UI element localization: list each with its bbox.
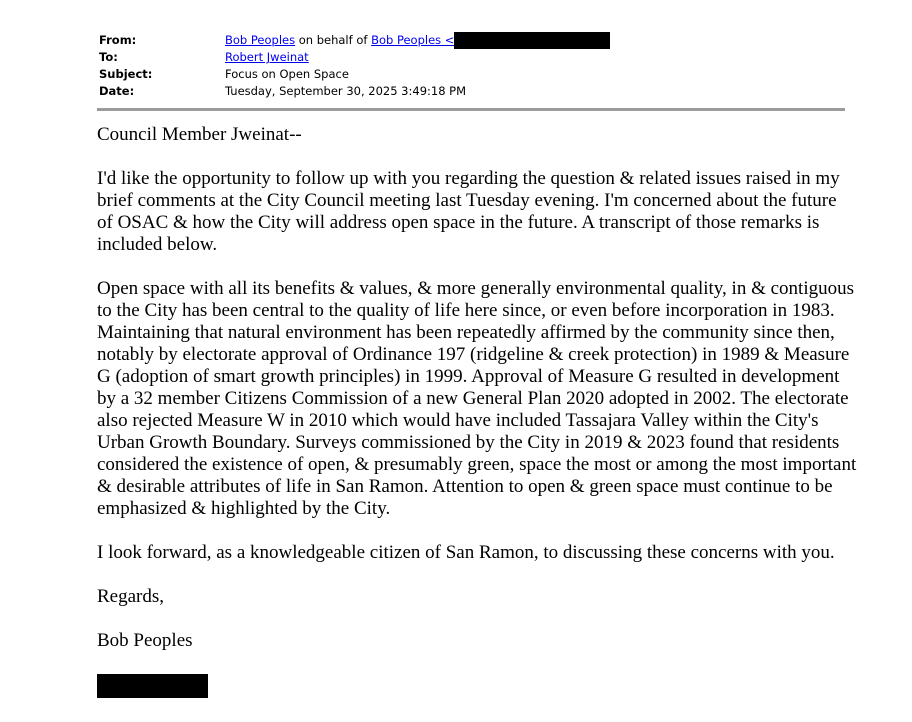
body-paragraph: I look forward, as a knowledgeable citizen of San Ramon, to discussing these concerns with you.: [97, 542, 835, 563]
from-value: [225, 32, 610, 49]
to-label: To:: [99, 50, 118, 64]
from-row: [99, 32, 859, 49]
to-value: [225, 49, 309, 66]
subject-row: [99, 66, 859, 83]
greeting: Council Member Jweinat--: [97, 124, 302, 145]
email-header: [99, 32, 859, 100]
to-row: [99, 49, 859, 66]
redacted-signature-block: [97, 674, 208, 698]
from-label: From:: [99, 33, 137, 47]
body-paragraph: Open space with all its benefits & values, & more generally environmental quality, in & contiguous to the City has been central to the quality of life here since, or even before incorporation in 1983. Maintaining that natural environment has been repeatedly affirmed by the community since then, notably by electorate approval of Ordinance 197 (ridgeline & creek protection) in 1989 & Measure G (adoption of smart growth principles) in 1999. Approval of Measure G resulted in development by a 32 member Citizens Commission of a new General Plan 2020 adopted in 2002. The electorate also rejected Measure W in 2010 which would have included Tassajara Valley within the City's Urban Growth Boundary. Surveys commissioned by the City in 2019 & 2023 found that residents considered the existence of open, & presumably green, space the most or among the most important & desirable attributes of life in San Ramon. Attention to open & green space must continue to be emphasized & highlighted by the City.: [97, 278, 857, 519]
to-recipient-link[interactable]: Robert Jweinat: [225, 50, 309, 64]
body-paragraph: I'd like the opportunity to follow up with you regarding the question & related issues raised in my brief comments at the City Council meeting last Tuesday evening. I'm concerned about the future of OSAC & how the City will address open space in the future. A transcript of those remarks is included below.: [97, 168, 840, 255]
from-email-link[interactable]: Bob Peoples <: [371, 33, 455, 47]
redacted-email-block: [454, 32, 610, 49]
subject-label: Subject:: [99, 67, 153, 81]
date-row: [99, 83, 859, 100]
header-divider: [97, 108, 845, 111]
signature-name: Bob Peoples: [97, 630, 193, 651]
date-value: Tuesday, September 30, 2025 3:49:18 PM: [225, 84, 467, 98]
closing: Regards,: [97, 586, 165, 607]
subject-value: Focus on Open Space: [225, 67, 349, 81]
from-behalf-text: on behalf of: [295, 33, 372, 47]
date-label: Date:: [99, 84, 135, 98]
email-body: [97, 124, 857, 698]
from-sender-link[interactable]: Bob Peoples: [225, 33, 296, 47]
